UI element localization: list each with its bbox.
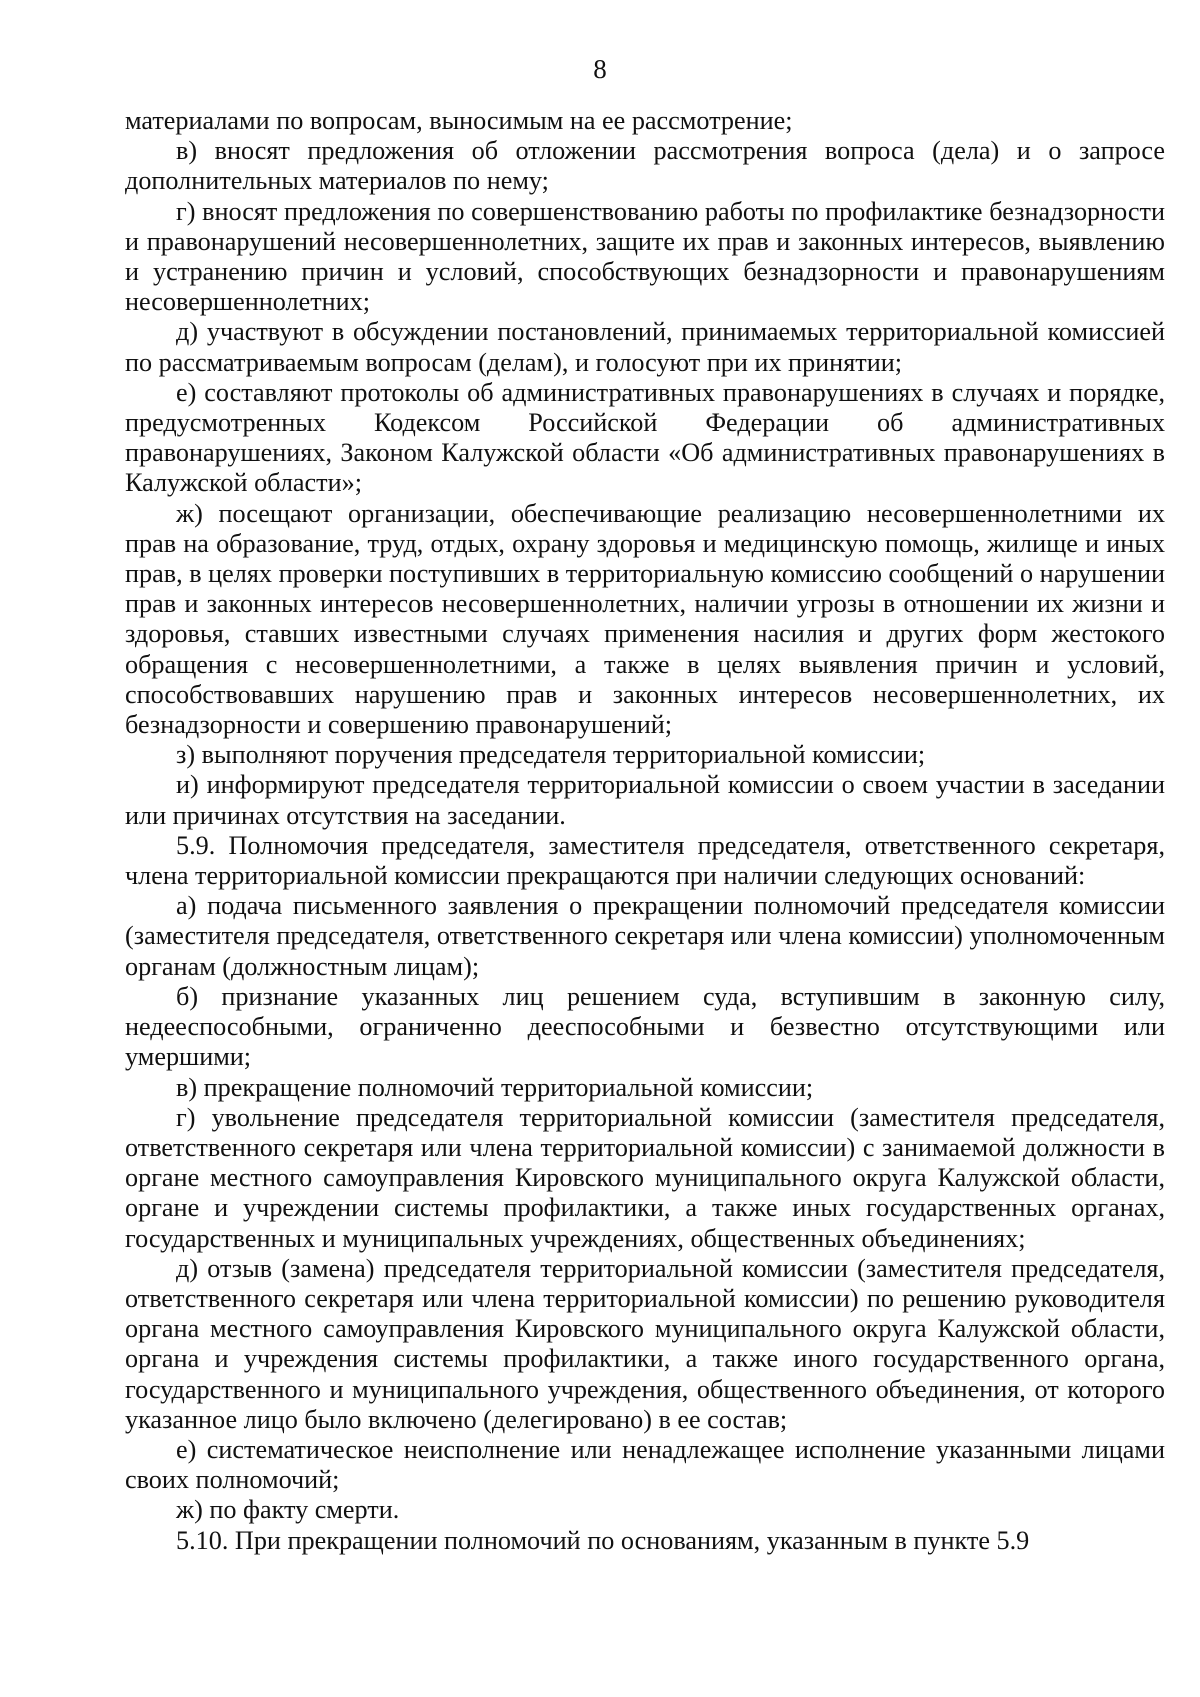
- paragraph-clause-5-9-g: г) увольнение председателя территориальной комиссии (заместителя председателя, ответственного секретаря или члена территориальной комиссии) с занимаемой должности в органе местного самоуправления Кировского муниципального округа Калужской области, органе и учреждении системы профилактики, а также иных государственных органах, государственных и муниципальных учреждениях, общественных объединениях;: [125, 1102, 1165, 1253]
- paragraph-continuation: материалами по вопросам, выносимым на ее рассмотрение;: [125, 106, 793, 135]
- paragraph-item-e: е) составляют протоколы об административных правонарушениях в случаях и порядке, предусмотренных Кодексом Российской Федерации об административных правонарушениях, Законом Калужской области «Об административных правонарушениях в Калужской области»;: [125, 377, 1165, 498]
- paragraph-clause-5-9-v: в) прекращение полномочий территориальной комиссии;: [176, 1072, 814, 1102]
- page-number: 8: [593, 54, 607, 84]
- paragraph-clause-5-9: 5.9. Полномочия председателя, заместителя председателя, ответственного секретаря, члена территориальной комиссии прекращаются при наличии следующих оснований:: [125, 830, 1165, 891]
- paragraph-item-z: з) выполняют поручения председателя территориальной комиссии;: [176, 740, 926, 770]
- paragraph-clause-5-9-zh: ж) по факту смерти.: [176, 1495, 400, 1525]
- paragraph-item-i: и) информируют председателя территориальной комиссии о своем участии в заседании или причинах отсутствия на заседании.: [125, 770, 1165, 830]
- paragraph-clause-5-9-a: а) подача письменного заявления о прекращении полномочий председателя комиссии (заместителя председателя, ответственного секретаря или члена комиссии) уполномоченным органам (должностным лицам);: [125, 891, 1165, 981]
- paragraph-item-v: в) вносят предложения об отложении рассмотрения вопроса (дела) и о запросе дополнительных материалов по нему;: [125, 136, 1165, 196]
- paragraph-item-zh: ж) посещают организации, обеспечивающие реализацию несовершеннолетними их прав на образование, труд, отдых, охрану здоровья и медицинскую помощь, жилище и иных прав, в целях проверки поступивших в территориальную комиссию сообщений о нарушении прав и законных интересов несовершеннолетних, наличии угрозы в отношении их жизни и здоровья, ставших известными случаях применения насилия и других форм жестокого обращения с несовершеннолетними, а также в целях выявления причин и условий, способствовавших нарушению прав и законных интересов несовершеннолетних, их безнадзорности и совершению правонарушений;: [125, 498, 1165, 740]
- paragraph-item-g: г) вносят предложения по совершенствованию работы по профилактике безнадзорности и правонарушений несовершеннолетних, защите их прав и законных интересов, выявлению и устранению причин и условий, способствующих безнадзорности и правонарушениям несовершеннолетних;: [125, 196, 1165, 317]
- paragraph-item-d: д) участвуют в обсуждении постановлений, принимаемых территориальной комиссией по рассматриваемым вопросам (делам), и голосуют при их принятии;: [125, 317, 1165, 377]
- paragraph-clause-5-9-b: б) признание указанных лиц решением суда, вступившим в законную силу, недееспособными, ограниченно дееспособными и безвестно отсутствующими или умершими;: [125, 981, 1165, 1072]
- paragraph-clause-5-9-e: е) систематическое неисполнение или ненадлежащее исполнение указанными лицами своих полномочий;: [125, 1434, 1165, 1495]
- paragraph-clause-5-10: 5.10. При прекращении полномочий по основаниям, указанным в пункте 5.9: [176, 1525, 1030, 1555]
- document-body: [125, 106, 1165, 1556]
- paragraph-clause-5-9-d: д) отзыв (замена) председателя территориальной комиссии (заместителя председателя, ответственного секретаря или члена территориальной комиссии) по решению руководителя органа местного самоуправления Кировского муниципального округа Калужской области, органа и учреждения системы профилактики, а также иного государственного органа, государственного и муниципального учреждения, общественного объединения, от которого указанное лицо было включено (делегировано) в ее состав;: [125, 1253, 1165, 1434]
